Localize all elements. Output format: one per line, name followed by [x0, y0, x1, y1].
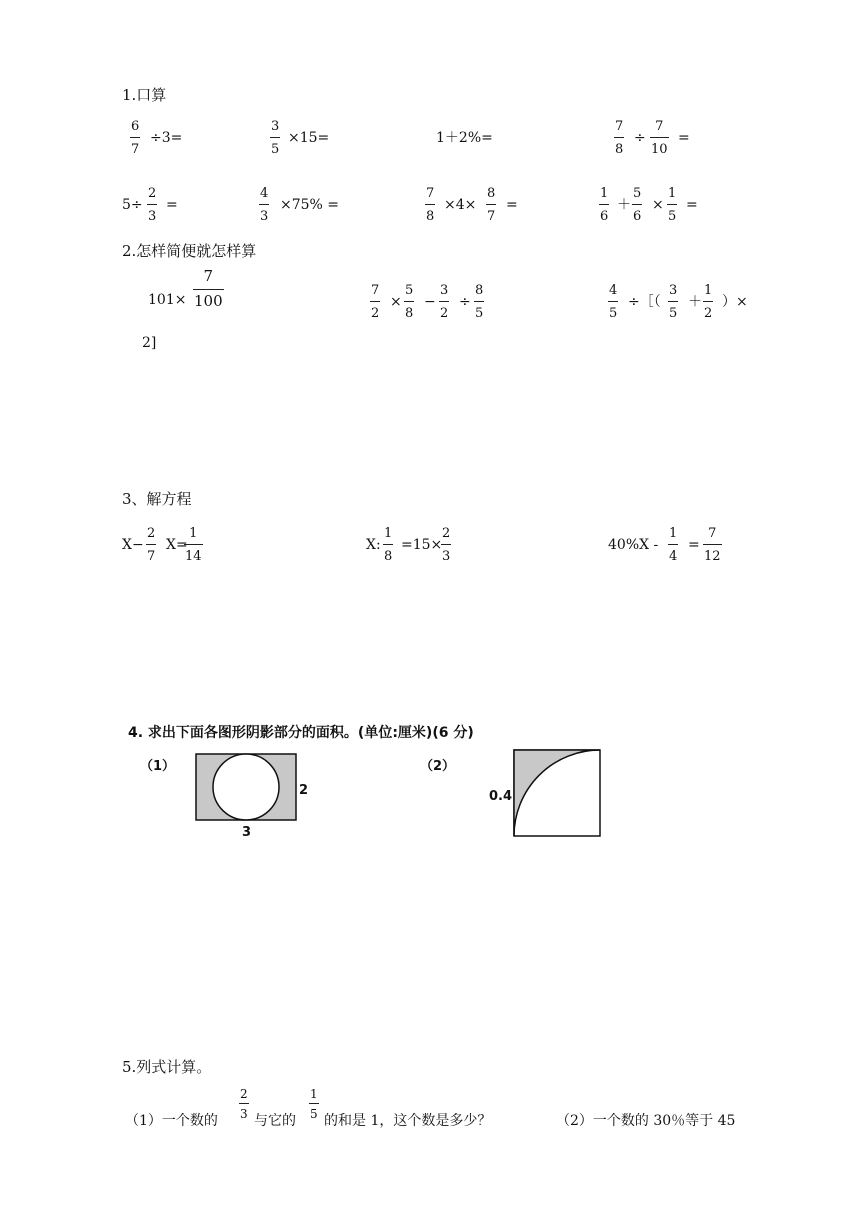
operator: 5÷: [122, 197, 143, 213]
operator: −: [424, 294, 436, 310]
operator: ×75% =: [280, 197, 340, 213]
fraction: 1 8: [384, 526, 393, 564]
section5-heading: 5.列式计算。: [122, 1058, 212, 1076]
question-text: （1）一个数的: [125, 1113, 218, 1129]
figure1-side-label: 2: [299, 783, 309, 798]
expression: 1＋2%=: [436, 130, 493, 146]
fraction: 1 5: [310, 1087, 318, 1121]
fraction: 3 5: [271, 119, 280, 157]
figure2-square-quarter-circle: [508, 744, 608, 844]
figure1-circle: [213, 754, 279, 820]
operator: ×: [390, 294, 402, 310]
operator: ＋: [617, 197, 631, 213]
fraction: 7 8: [615, 119, 624, 157]
operator: 101×: [148, 292, 187, 308]
fraction: 1 5: [668, 186, 677, 224]
figure1-bottom-label: 3: [242, 825, 252, 840]
operator: X=: [166, 537, 188, 553]
fraction: 2 3: [442, 526, 451, 564]
fraction: 8 7: [487, 186, 496, 224]
question-text: （2）一个数的 30％等于 45: [556, 1113, 736, 1129]
fraction: 7 100: [194, 267, 223, 310]
figure2-label: （2）: [420, 759, 456, 774]
operator: ×4×: [444, 197, 477, 213]
operator: ×: [652, 197, 664, 213]
operator: X−: [122, 537, 144, 553]
fraction: 5 8: [405, 283, 414, 321]
operator: ÷［（: [628, 294, 661, 310]
section1-heading: 1.口算: [122, 86, 167, 104]
operator: ×15=: [288, 130, 330, 146]
fraction: 1 6: [600, 186, 609, 224]
question-text: 与它的: [254, 1113, 296, 1129]
operator: X:: [366, 537, 381, 553]
fraction: 1 4: [669, 526, 678, 564]
operator: 2]: [142, 335, 157, 351]
fraction: 2 3: [148, 186, 157, 224]
operator: ＋: [688, 294, 702, 310]
fraction: 7 8: [426, 186, 435, 224]
operator: ÷: [459, 294, 471, 310]
operator: 40%X -: [608, 537, 659, 553]
operator: ÷3=: [150, 130, 183, 146]
operator: =15×: [401, 537, 443, 553]
fraction: 3 5: [669, 283, 678, 321]
fraction: 7 2: [371, 283, 380, 321]
operator: =: [688, 537, 700, 553]
fraction: 8 5: [475, 283, 484, 321]
operator: ）×: [722, 294, 748, 310]
operator: =: [506, 197, 518, 213]
fraction: 1 2: [704, 283, 713, 321]
section3-heading: 3、解方程: [122, 490, 192, 508]
fraction: 3 2: [440, 283, 449, 321]
fraction: 7 10: [651, 119, 668, 157]
fraction: 1 14: [185, 526, 202, 564]
figure1-label: （1）: [140, 759, 176, 774]
fraction: 7 12: [704, 526, 721, 564]
operator: =: [166, 197, 178, 213]
question-text: 的和是 1，这个数是多少？: [324, 1113, 492, 1129]
operator: =: [686, 197, 698, 213]
figure2-side-label: 0.4: [489, 789, 513, 804]
section4-heading: 4. 求出下面各图形阴影部分的面积。(单位:厘米)(6 分): [128, 725, 474, 741]
operator: ÷: [634, 130, 646, 146]
operator: =: [678, 130, 690, 146]
fraction: 2 3: [240, 1087, 248, 1121]
fraction: 5 6: [633, 186, 642, 224]
fraction: 2 7: [147, 526, 156, 564]
section2-heading: 2.怎样简便就怎样算: [122, 242, 257, 260]
fraction: 4 5: [609, 283, 618, 321]
fraction: 6 7: [131, 119, 140, 157]
fraction: 4 3: [260, 186, 269, 224]
